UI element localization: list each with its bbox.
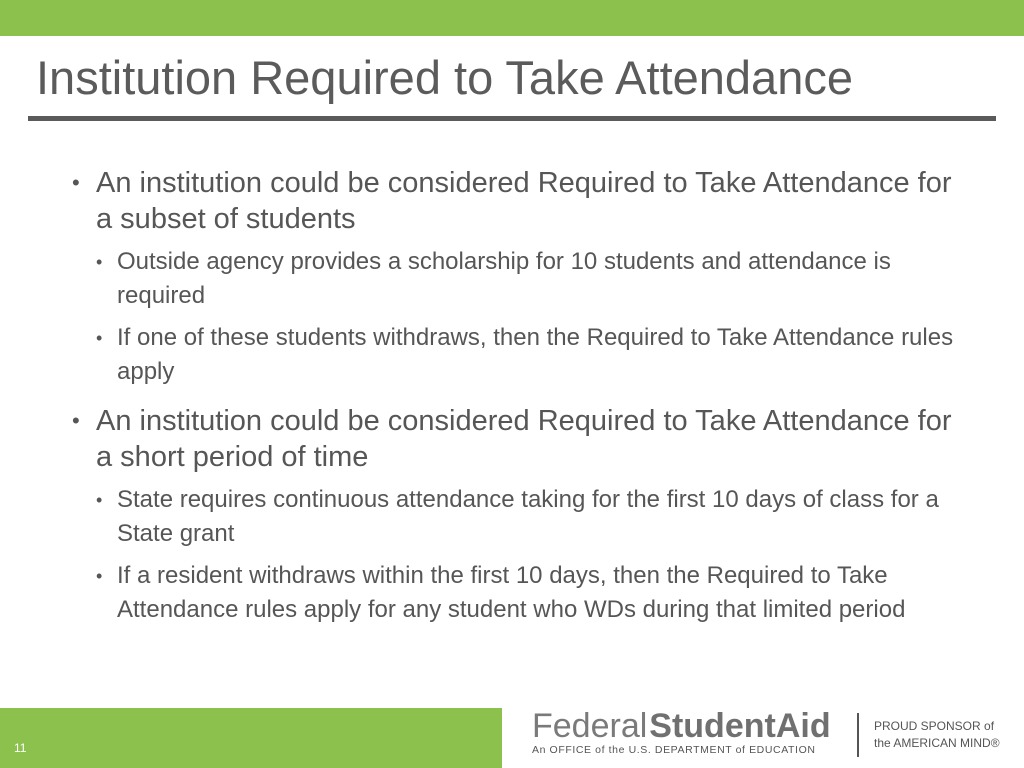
logo-student-aid: StudentAid <box>649 707 831 745</box>
sub-bullet-text: If a resident withdraws within the first 10 days, then the Required to Take Attendance rules apply for any student who WDs during that limited period <box>117 562 906 623</box>
logo-federal: Federal <box>532 707 648 745</box>
slide-content <box>72 165 972 627</box>
bullet-text: An institution could be considered Required to Take Attendance for a subset of students <box>96 167 952 235</box>
bullet-icon: • <box>96 566 103 586</box>
sponsor-line-2: the AMERICAN MIND® <box>874 736 1000 750</box>
sub-bullet-item <box>96 559 972 627</box>
top-accent-bar <box>0 0 1024 36</box>
bullet-icon: • <box>96 328 103 348</box>
bullet-item <box>72 165 972 237</box>
sub-bullet-text: State requires continuous attendance taking for the first 10 days of class for a State grant <box>117 486 939 547</box>
footer-green-bar <box>0 708 502 768</box>
sub-bullet-text: If one of these students withdraws, then the Required to Take Attendance rules apply <box>117 324 954 385</box>
logo-tagline: An OFFICE of the U.S. DEPARTMENT of EDUCATION <box>532 744 816 756</box>
logo-wordmark <box>532 706 831 746</box>
sub-bullet-item <box>96 321 972 389</box>
federal-student-aid-logo <box>532 706 852 764</box>
slide-title: Institution Required to Take Attendance <box>36 51 853 104</box>
title-underline <box>28 116 996 121</box>
bullet-icon: • <box>72 408 80 433</box>
sponsor-text <box>874 718 1000 752</box>
bullet-item <box>72 403 972 475</box>
sponsor-line-1: PROUD SPONSOR of <box>874 719 995 733</box>
slide-number: 11 <box>14 741 27 755</box>
sub-bullet-item <box>96 245 972 313</box>
logo-divider <box>857 713 859 757</box>
sub-bullet-item <box>96 483 972 551</box>
bullet-text: An institution could be considered Required to Take Attendance for a short period of time <box>96 405 952 473</box>
bullet-icon: • <box>96 490 103 510</box>
bullet-icon: • <box>72 170 80 195</box>
sub-bullet-text: Outside agency provides a scholarship for 10 students and attendance is required <box>117 248 891 309</box>
bullet-icon: • <box>96 252 103 272</box>
